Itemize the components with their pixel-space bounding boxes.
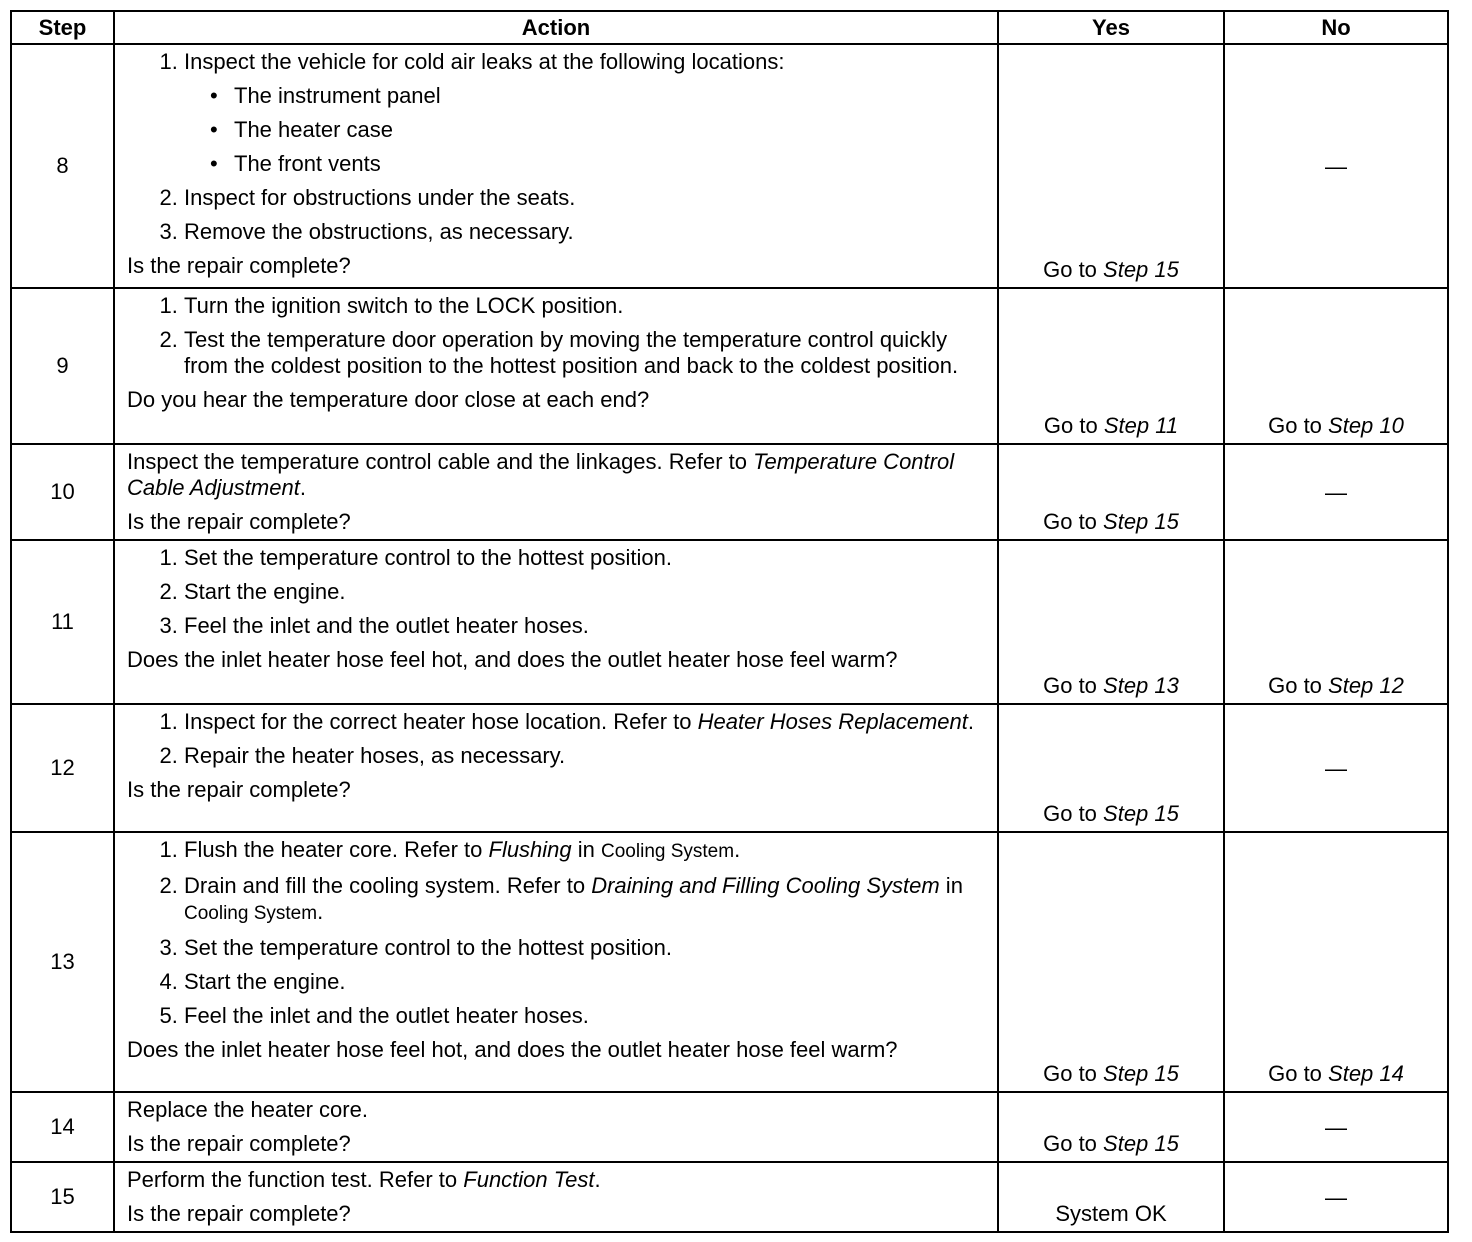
action-step [184, 743, 991, 769]
question-text: Does the inlet heater hose feel hot, and does the outlet heater hose feel warm? [127, 1037, 898, 1062]
action-step [184, 837, 991, 865]
step-number: 8 [11, 44, 114, 288]
action-step-text: Turn the ignition switch to the LOCK position. [184, 293, 624, 318]
yes-prefix: Go to [1043, 1061, 1104, 1086]
step-number: 13 [11, 832, 114, 1092]
action-cell [114, 704, 998, 832]
no-result: — [1224, 44, 1448, 288]
action-steps [127, 545, 991, 639]
yes-result [998, 540, 1224, 704]
no-result [1224, 288, 1448, 444]
yes-result [998, 444, 1224, 540]
action-step-text: Start the engine. [184, 969, 346, 994]
bullet-item: • The front vents [234, 151, 991, 177]
action-step-text: Flush the heater core. Refer to [184, 837, 489, 862]
action-cell [114, 1162, 998, 1232]
yes-step-link[interactable]: Step 15 [1103, 1061, 1179, 1086]
action-text [127, 1167, 991, 1193]
action-step [184, 545, 991, 571]
action-step-text: Inspect the vehicle for cold air leaks at the following locations: [184, 49, 785, 74]
reference-link[interactable]: Heater Hoses Replacement [697, 709, 968, 734]
no-result: — [1224, 1162, 1448, 1232]
reference-link[interactable]: Function Test [463, 1167, 595, 1192]
yes-result [998, 44, 1224, 288]
header-no: No [1224, 11, 1448, 44]
action-step [184, 579, 991, 605]
diagnostic-table [10, 10, 1449, 1233]
yes-result [998, 832, 1224, 1092]
action-text: Replace the heater core. [127, 1097, 368, 1122]
yes-prefix: Go to [1043, 673, 1104, 698]
action-step-end: . [317, 899, 324, 924]
yes-step-link[interactable]: Step 15 [1103, 1131, 1179, 1156]
action-step [184, 49, 991, 177]
action-cell [114, 288, 998, 444]
action-cell [114, 540, 998, 704]
yes-result [998, 1092, 1224, 1162]
action-step [184, 613, 991, 639]
action-steps [127, 49, 991, 245]
no-result: — [1224, 704, 1448, 832]
question-text: Is the repair complete? [127, 1201, 351, 1226]
no-step-link[interactable]: Step 10 [1328, 413, 1404, 438]
question-text: Is the repair complete? [127, 1131, 351, 1156]
section-name: Cooling System [601, 841, 735, 862]
table-row-step-13 [11, 832, 1448, 1092]
action-step-in: in [939, 873, 963, 898]
step-number: 10 [11, 444, 114, 540]
action-cell [114, 44, 998, 288]
yes-prefix: Go to [1043, 413, 1104, 438]
no-result: — [1224, 444, 1448, 540]
table-row-step-12 [11, 704, 1448, 832]
action-step-in: in [571, 837, 602, 862]
header-row [11, 11, 1448, 44]
yes-step-link[interactable]: Step 15 [1103, 257, 1179, 282]
header-step: Step [11, 11, 114, 44]
table-row-step-15 [11, 1162, 1448, 1232]
action-step [184, 935, 991, 961]
action-cell [114, 832, 998, 1092]
action-steps [127, 837, 991, 1029]
step-number: 9 [11, 288, 114, 444]
question-text: Is the repair complete? [127, 777, 351, 802]
action-text-end: . [299, 475, 306, 500]
yes-prefix: Go to [1043, 257, 1104, 282]
action-text [127, 449, 991, 501]
no-prefix: Go to [1268, 413, 1329, 438]
action-step-text: Feel the inlet and the outlet heater hoses. [184, 613, 589, 638]
yes-step-link[interactable]: Step 15 [1103, 509, 1179, 534]
no-step-link[interactable]: Step 12 [1328, 673, 1404, 698]
table-row-step-14 [11, 1092, 1448, 1162]
step-number: 11 [11, 540, 114, 704]
action-step-text: Test the temperature door operation by moving the temperature control quickly from the coldest position to the hottest position and back to the coldest position. [184, 327, 959, 378]
action-step-end: . [734, 837, 741, 862]
question-text: Is the repair complete? [127, 509, 351, 534]
header-action: Action [114, 11, 998, 44]
action-step-text: Drain and fill the cooling system. Refer to [184, 873, 592, 898]
action-text-lead: Inspect the temperature control cable and the linkages. Refer to [127, 449, 754, 474]
no-result [1224, 540, 1448, 704]
yes-step-link[interactable]: Step 11 [1103, 413, 1179, 438]
table-row-step-11 [11, 540, 1448, 704]
step-number: 15 [11, 1162, 114, 1232]
action-step-text: Inspect for the correct heater hose location. Refer to [184, 709, 698, 734]
no-result [1224, 832, 1448, 1092]
no-result: — [1224, 1092, 1448, 1162]
action-step [184, 219, 991, 245]
action-steps [127, 293, 991, 379]
section-name: Cooling System [184, 903, 318, 924]
action-step-text: Set the temperature control to the hottest position. [184, 935, 672, 960]
reference-link[interactable]: Temperature Control Cable Adjustment [127, 449, 955, 500]
step-number: 14 [11, 1092, 114, 1162]
question-text: Is the repair complete? [127, 253, 351, 278]
question-text: Does the inlet heater hose feel hot, and does the outlet heater hose feel warm? [127, 647, 898, 672]
yes-prefix: Go to [1043, 509, 1104, 534]
action-step [184, 873, 991, 927]
no-step-link[interactable]: Step 14 [1328, 1061, 1404, 1086]
action-step [184, 1003, 991, 1029]
bullet-item: • The instrument panel [234, 83, 991, 109]
action-step-end: . [967, 709, 974, 734]
table-row-step-9 [11, 288, 1448, 444]
action-steps [127, 709, 991, 769]
reference-link[interactable]: Draining and Filling Cooling System [591, 873, 940, 898]
action-step [184, 185, 991, 211]
yes-step-link[interactable]: Step 13 [1103, 673, 1179, 698]
header-yes: Yes [998, 11, 1224, 44]
action-cell [114, 444, 998, 540]
bullet-item: • The heater case [234, 117, 991, 143]
table-row-step-8 [11, 44, 1448, 288]
step-number: 12 [11, 704, 114, 832]
no-prefix: Go to [1268, 673, 1329, 698]
action-step-text: Inspect for obstructions under the seats. [184, 185, 576, 210]
location-bullets [184, 83, 991, 177]
action-step [184, 709, 991, 735]
reference-link[interactable]: Flushing [488, 837, 572, 862]
action-text-lead: Perform the function test. Refer to [127, 1167, 464, 1192]
action-step-text: Start the engine. [184, 579, 346, 604]
action-step [184, 969, 991, 995]
action-cell [114, 1092, 998, 1162]
action-step-text: Remove the obstructions, as necessary. [184, 219, 574, 244]
yes-step-link[interactable]: Step 15 [1103, 801, 1179, 826]
yes-result [998, 704, 1224, 832]
action-step-text: Feel the inlet and the outlet heater hoses. [184, 1003, 589, 1028]
action-step-text: Set the temperature control to the hottest position. [184, 545, 672, 570]
yes-prefix: Go to [1043, 801, 1104, 826]
action-step-text: Repair the heater hoses, as necessary. [184, 743, 566, 768]
yes-result [998, 288, 1224, 444]
action-step [184, 293, 991, 319]
no-prefix: Go to [1268, 1061, 1329, 1086]
table-row-step-10 [11, 444, 1448, 540]
yes-result: System OK [998, 1162, 1224, 1232]
action-text-end: . [594, 1167, 601, 1192]
action-step [184, 327, 991, 379]
yes-prefix: Go to [1043, 1131, 1104, 1156]
question-text: Do you hear the temperature door close at each end? [127, 387, 650, 412]
